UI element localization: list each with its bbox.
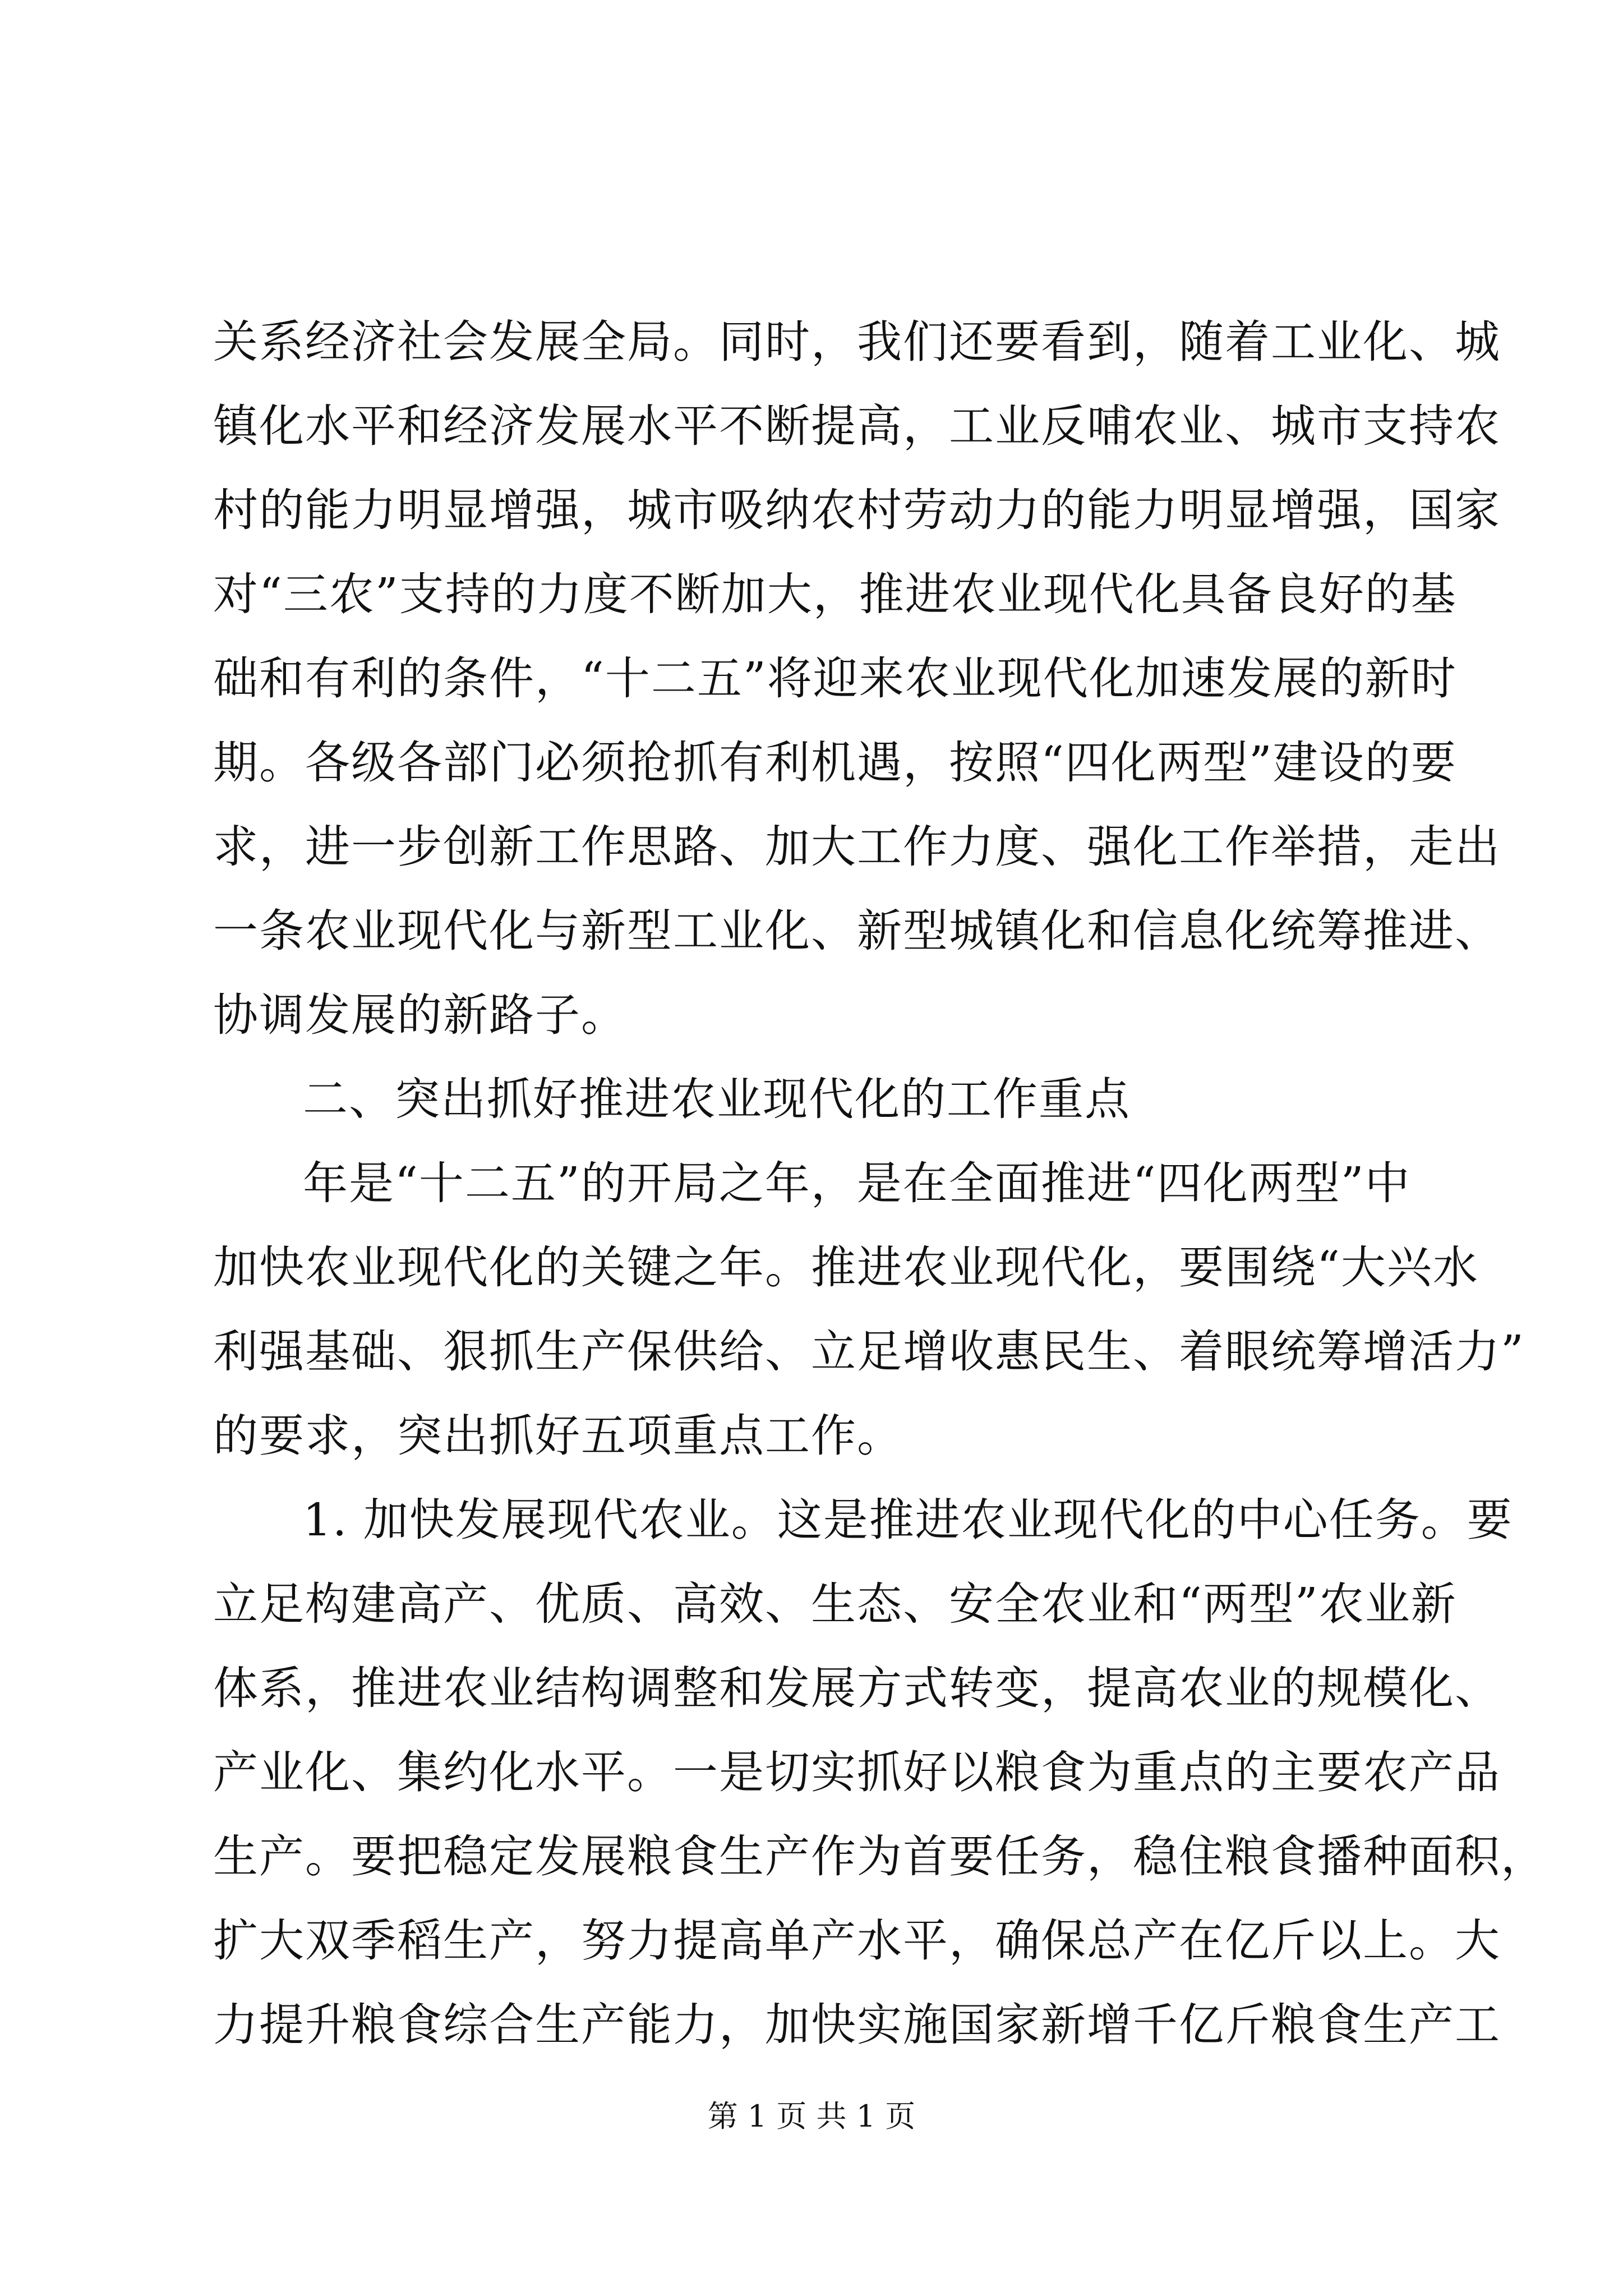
text-line: 产业化、集约化水平。一是切实抓好以粮食为重点的主要农产品 (213, 1746, 1501, 1798)
text-line: 的要求，突出抓好五项重点工作。 (213, 1410, 903, 1462)
text-line: 础和有利的条件，“十二五”将迎来农业现代化加速发展的新时 (213, 652, 1457, 705)
document-body (213, 300, 1547, 2067)
text-line: 体系，推进农业结构调整和发展方式转变，提高农业的规模化、 (213, 1662, 1501, 1714)
text-line: 求，进一步创新工作思路、加大工作力度、强化工作举措，走出 (213, 821, 1501, 873)
paragraph-start: 1. 加快发展现代农业。这是推进农业现代化的中心任务。要 (303, 1494, 1513, 1546)
text-line: 一条农业现代化与新型工业化、新型城镇化和信息化统筹推进、 (213, 905, 1501, 957)
text-line: 利强基础、狠抓生产保供给、立足增收惠民生、着眼统筹增活力” (213, 1326, 1525, 1378)
text-line: 对“三农”支持的力度不断加大，推进农业现代化具备良好的基 (213, 568, 1457, 620)
text-line: 立足构建高产、优质、高效、生态、安全农业和“两型”农业新 (213, 1578, 1457, 1630)
text-line: 协调发展的新路子。 (213, 989, 627, 1041)
paragraph-start: 年是“十二五”的开局之年，是在全面推进“四化两型”中 (303, 1157, 1411, 1209)
text-line: 生产。要把稳定发展粮食生产作为首要任务，稳住粮食播种面积， (213, 1830, 1547, 1883)
text-line: 期。各级各部门必须抢抓有利机遇，按照“四化两型”建设的要 (213, 737, 1457, 789)
text-line: 加快农业现代化的关键之年。推进农业现代化，要围绕“大兴水 (213, 1241, 1479, 1294)
text-line: 村的能力明显增强，城市吸纳农村劳动力的能力明显增强，国家 (213, 484, 1501, 536)
text-line: 力提升粮食综合生产能力，加快实施国家新增千亿斤粮食生产工 (213, 1999, 1501, 2051)
text-line: 关系经济社会发展全局。同时，我们还要看到，随着工业化、城 (213, 316, 1501, 368)
text-line: 镇化水平和经济发展水平不断提高，工业反哺农业、城市支持农 (213, 400, 1501, 452)
section-heading: 二、突出抓好推进农业现代化的工作重点 (303, 1073, 1131, 1125)
text-line: 扩大双季稻生产，努力提高单产水平，确保总产在亿斤以上。大 (213, 1915, 1501, 1967)
page-number-footer: 第 1 页 共 1 页 (707, 2099, 916, 2134)
